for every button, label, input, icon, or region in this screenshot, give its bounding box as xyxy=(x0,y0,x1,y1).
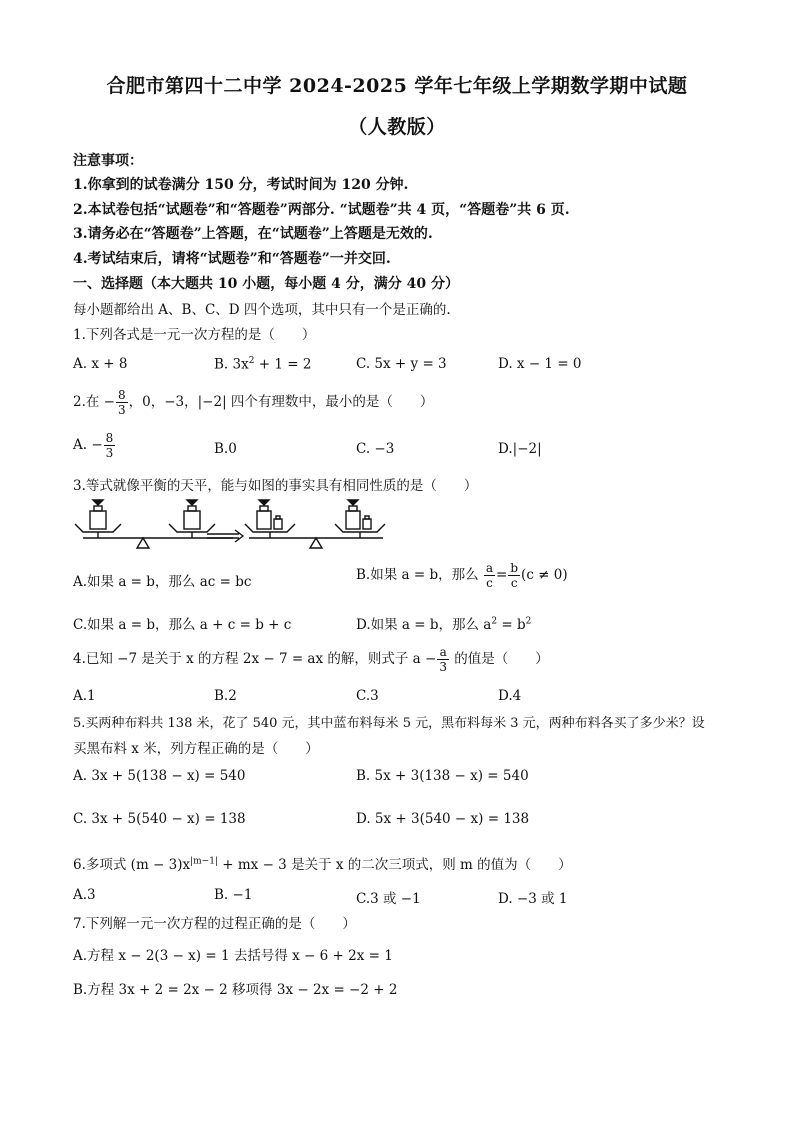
exam-edition: （人教版） xyxy=(348,116,446,138)
question-1-option-a: A. x + 8 xyxy=(73,356,128,372)
question-6-option-c: C.3 或 −1 xyxy=(356,891,421,907)
exam-title: 合肥市第四十二中学 2024-2025 学年七年级上学期数学期中试题 xyxy=(106,75,688,97)
question-3-stem: 3.等式就像平衡的天平，能与如图的事实具有相同性质的是（ ） xyxy=(73,478,478,494)
section-intro: 每小题都给出 A、B、C、D 四个选项，其中只有一个是正确的. xyxy=(73,302,451,318)
notice-item-4: 4.考试结束后，请将“试题卷”和“答题卷”一并交回. xyxy=(73,251,391,267)
question-6-stem: 6.多项式 $(m - 3)x^{|m-1|}$ + mx − 3 是关于 x 的二次三项式，则 m 的值为（ ） xyxy=(73,856,572,873)
question-5-option-c: C. 3x + 5(540 − x) = 138 xyxy=(73,811,246,827)
question-2-option-b: B.0 xyxy=(214,441,237,457)
question-1-option-d: D. x − 1 = 0 xyxy=(498,356,582,372)
question-6-option-a: A.3 xyxy=(73,887,96,903)
question-2-option-c: C. −3 xyxy=(356,441,395,457)
question-4-option-b: B.2 xyxy=(214,688,237,704)
question-2-stem: 2.在 − $\frac{8}{3}$ ，0，−3，|−2| 四个有理数中，最小的是（ ） xyxy=(73,388,434,417)
question-5-stem-line-2: 买黑布料 x 米，列方程正确的是（ ） xyxy=(73,741,319,757)
question-3-option-c: C.如果 a = b，那么 a + c = b + c xyxy=(73,617,292,633)
question-4-option-c: C.3 xyxy=(356,688,379,704)
balance-scale-figure xyxy=(73,498,393,556)
question-5-option-d: D. 5x + 3(540 − x) = 138 xyxy=(356,811,530,827)
question-6-option-b: B. −1 xyxy=(214,887,253,903)
question-1-option-c: C. 5x + y = 3 xyxy=(356,356,447,372)
question-5-option-b: B. 5x + 3(138 − x) = 540 xyxy=(356,768,529,784)
notice-item-3: 3.请务必在“答题卷”上答题，在“试题卷”上答题是无效的. xyxy=(73,226,433,242)
question-7-stem: 7.下列解一元一次方程的过程正确的是（ ） xyxy=(73,916,356,932)
question-3-option-a: A.如果 a = b，那么 ac = bc xyxy=(73,574,252,590)
notice-heading: 注意事项： xyxy=(73,153,143,169)
notice-item-1: 1.你拿到的试卷满分 150 分，考试时间为 120 分钟. xyxy=(73,177,409,193)
question-6-option-d: D. −3 或 1 xyxy=(498,891,568,907)
question-3-option-d: D.如果 a = b，那么 $a^2 = b^2$ xyxy=(356,616,532,633)
question-1-stem: 1.下列各式是一元一次方程的是（ ） xyxy=(73,327,316,343)
question-7-option-a: A.方程 x − 2(3 − x) = 1 去括号得 x − 6 + 2x = 1 xyxy=(73,948,393,964)
question-5-option-a: A. 3x + 5(138 − x) = 540 xyxy=(73,768,246,784)
fraction-eight-thirds: $\frac{8}{3}$ xyxy=(117,388,126,417)
section-heading: 一、选择题（本大题共 10 小题，每小题 4 分，满分 40 分） xyxy=(73,276,459,292)
question-7-option-b: B.方程 3x + 2 = 2x − 2 移项得 3x − 2x = −2 + 2 xyxy=(73,982,398,998)
question-4-option-d: D.4 xyxy=(498,688,522,704)
notice-item-2: 2.本试卷包括“试题卷”和“答题卷”两部分. “试题卷”共 4 页，“答题卷”共 6 页. xyxy=(73,202,570,218)
question-5-stem-line-1: 5.买两种布料共 138 米，花了 540 元，其中蓝布料每米 5 元，黑布料每米 3 元，两种布料各买了多少米？设 xyxy=(73,716,705,731)
question-2-option-d: D.|−2| xyxy=(498,441,542,457)
question-2-option-a: A. − $\frac{8}{3}$ xyxy=(73,431,114,460)
question-4-option-a: A.1 xyxy=(73,688,96,704)
question-3-option-b: B.如果 a = b，那么 $\frac{a}{c}$ = $\frac{b}{c}$ (c ≠ 0) xyxy=(356,561,568,590)
question-1-option-b: B. $3x^2 + 1 = 2$ xyxy=(214,356,312,373)
question-4-stem: 4.已知 −7 是关于 x 的方程 2x − 7 = ax 的解，则式子 a − $\frac{a}{3}$ 的值是（ ） xyxy=(73,645,549,674)
